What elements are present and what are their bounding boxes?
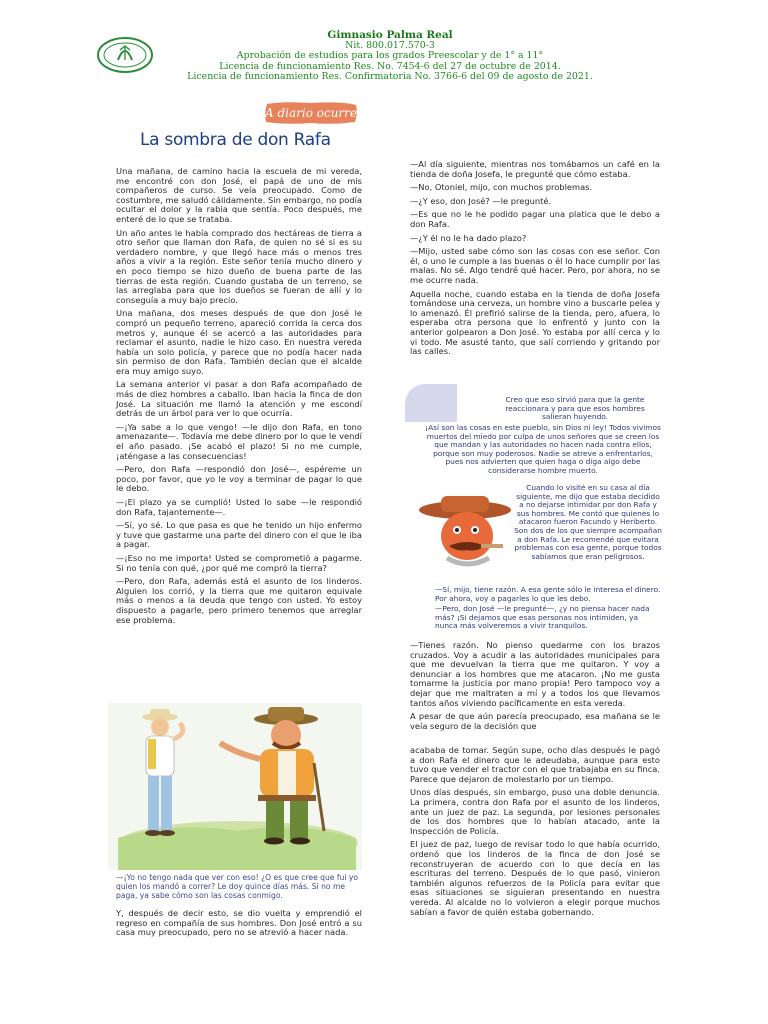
paragraph: Una mañana, de camino hacia la escuela de mi vereda, me encontré con don José, el papá de uno de mis compañeros de curso. Se veía preocupado. Como de costumbre, me saludó cálidamente. Sin embargo, no podía ocultar el dolor y la rabia que sentía. Poco después, me enteré de lo que se trataba. (116, 166, 362, 224)
paragraph: —¿Y él no le ha dado plazo? (410, 232, 527, 243)
paragraph: —Al día siguiente, mientras nos tomábamos un café en la tienda de doña Josefa, le pregunté que cómo estaba. (410, 159, 660, 179)
paragraph: Un año antes le había comprado dos hectáreas de tierra a otro señor que llaman don Rafa, de quien no sé si es su verdadero nombre, y que llegó hace más o menos tres años a vivir a la región. Este señor tenía mucho dinero y en poco tiempo se hizo dueño de buena parte de las tierras de esta región. Cuando gustaba de un terreno, se las arreglaba para que los dueños se fueran de allí y lo conseguía a muy bajo precio. (116, 227, 362, 305)
paragraph: —Es que no le he podido pagar una platica que le debo a don Rafa. (410, 209, 660, 229)
paragraph: —¡Eso no me importa! Usted se comprometió a pagarme. Si no tenía con qué, ¿por qué me compró la tierra? (116, 552, 362, 573)
paragraph: —¡El plazo ya se cumplió! Usted lo sabe —le respondió don Rafa, tajantemente—. (116, 497, 362, 517)
paragraph: —Pero, don Rafa —respondió don José—, espéreme un poco, por favor, que yo le voy a terminar de pagar lo que le debo. (116, 464, 362, 494)
sidebox-text-4: —Sí, mijo, tiene razón. A esa gente sólo le interesa el dinero. Por ahora, voy a pagarles lo que les debo. (435, 585, 661, 603)
section-banner (263, 100, 359, 126)
right-column-middle (410, 641, 660, 735)
don-rafa-face-illustration (417, 492, 527, 570)
left-column (116, 167, 362, 629)
sidebox-text-1: Creo que eso sirvió para que la gente reaccionara y para que esos hombres salieran huyendo. (505, 395, 645, 422)
paragraph: acababa de tomar. Según supe, ocho días después le pagó a don Rafa el dinero que le adeudaba, aunque para esto tuvo que vender el tractor con el que trabajaba en su finca. Parece que dejaron de molestarlo por un tiempo. (410, 745, 660, 784)
paragraph: A pesar de que aún parecía preocupado, esa mañana se le veía seguro de la decisión que (410, 711, 660, 731)
sidebox-decoration (405, 384, 457, 422)
sidebox-text-5: —Pero, don José —le pregunté—, ¿y no piensa hacer nada más? ¡Si dejamos que esas personas nos intimiden, ya nunca más volveremos a vivir tranquilos. (435, 604, 650, 631)
story-title: La sombra de don Rafa (140, 130, 331, 150)
paragraph: —¿Y eso, don José? —le pregunté. (410, 195, 552, 206)
paragraph: —Tienes razón. No pienso quedarme con los brazos cruzados. Voy a acudir a las autoridades municipales para que me devuelvan la tierra que me quitaron. Y voy a denunciar a los hombres que me atacaron. ¡No me gusta tomarme la justicia por mano propia! Pero tampoco voy a dejar que me maltraten a mí y a todos los que llevamos tantos años viviendo pacíficamente en esta vereda. (410, 640, 660, 708)
school-license-1: Licencia de funcionamiento Res. No. 7454-6 del 27 de octubre de 2014. (219, 60, 561, 72)
school-license-2: Licencia de funcionamiento Res. Confirmatoria No. 3766-6 del 09 de agosto de 2021. (187, 71, 593, 83)
paragraph: Una mañana, dos meses después de que don José le compró un pequeño terreno, apareció corrida la cerca dos metros y, aunque él se acercó a las autoridades para reclamar el asunto, nadie le hizo caso. En nuestra vereda había un solo policía, y parece que no podía hacer nada sin permiso de don Rafa. También decían que el alcalde era muy amigo suyo. (116, 308, 362, 376)
paragraph: El juez de paz, luego de revisar todo lo que había ocurrido, ordenó que los linderos de la finca de don José se reconstruyeran de acuerdo con lo que decía en las escrituras del terreno. Después de lo que pasó, vinieron también algunos refuerzos de la Policía para evitar que esas situaciones se siguieran presentando en nuestra vereda. Al alcalde no lo volvieron a elegir porque muchos sabían a favor de quién estaba gobernando. (410, 839, 660, 917)
left-closing-paragraph: Y, después de decir esto, se dio vuelta y emprendió el regreso en compañía de sus hombres. Don José entró a su casa muy preocupado, pero no se atrevió a hacer nada. (116, 908, 362, 938)
banner-label: A diario ocurre (264, 106, 357, 120)
paragraph: —¡Ya sabe a lo que vengo! —le dijo don Rafa, en tono amenazante—. Todavía me debe dinero por lo que le vendí el año pasado. ¡Se acabó el plazo! Si no me cumple, ¡aténgase a las consecuencias! (116, 421, 362, 461)
school-approval: Aprobación de estudios para los grados Preescolar y de 1° a 11° (236, 50, 544, 62)
paragraph: Aquella noche, cuando estaba en la tienda de doña Josefa tomándose una cerveza, un hombre vino a buscarle pelea y lo amenazó. Él prefirió salirse de la tienda, pero, afuera, lo esperaba otra persona que lo enfrentó y junto con la anterior golpearon a Don José. Yo estaba por allí cerca y lo vi todo. Me asusté tanto, que salí corriendo y gritando por las calles. (410, 288, 660, 357)
school-name: Gimnasio Palma Real (327, 29, 453, 41)
paragraph: —Pero, don Rafa, además está el asunto de los linderos. Alguien los corrió, y la tierra que me quitaron equivale más o menos a la deuda que tengo con usted. Yo estoy dispuesto a pagarle, pero primero tenemos que arreglar ese problema. (116, 576, 362, 625)
two-men-illustration (108, 703, 362, 870)
paragraph: Unos días después, sin embargo, puso una doble denuncia. La primera, contra don Rafa por el asunto de los linderos, ante un juez de paz. La segunda, por lesiones personales de los dos hombres que lo habían atacado, ante la Inspección de Policía. (410, 787, 660, 836)
sidebox-text-2: ¡Así son las cosas en este pueblo, sin Dios ni ley! Todos vivimos muertos del miedo por culpa de unos señores que se creen los que mandan y las autoridades no hacen nada contra ellos, porque son muy poderosos. Nadie se atreve a enfrentarlos, pues nos advierten que quien haga o diga algo debe considerarse hombre muerto. (425, 423, 661, 475)
paragraph: La semana anterior vi pasar a don Rafa acompañado de más de diez hombres a caballo. Iban hacia la finca de don José. La situación me llamó la atención y me escondí detrás de un árbol para ver lo que ocurría. (116, 379, 362, 419)
header-text (150, 30, 630, 83)
paragraph: —Mijo, usted sabe cómo son las cosas con ese señor. Con él, o uno le cumple a las buenas o él lo hace cumplir por las malas. No sé. Algo tendré qué hacer. Pero, por ahora, no se me ocurre nada. (410, 246, 660, 285)
school-nit: Nit. 800.017.570-3 (345, 39, 435, 51)
illustration-caption: —¡Yo no tengo nada que ver con eso! ¿O es que cree que fui yo quien los mandó a correr? Le doy quince días más. Si no me paga, ya sabe cómo son las cosas conmigo. (116, 873, 359, 900)
right-column (410, 160, 660, 361)
sidebox-text-3: Cuando lo visité en su casa al día siguiente, me dijo que estaba decidido a no dejarse intimidar por don Rafa y sus hombres. Me contó que quienes lo atacaron fueron Facundo y Heriberto. Son dos de los que siempre acompañan a don Rafa. Le recomendé que evitara problemas con esa gente, porque todos sabíamos que eran peligrosos. (514, 483, 662, 561)
school-header (0, 30, 768, 90)
paragraph: —Sí, yo sé. Lo que pasa es que he tenido un hijo enfermo y tuve que gastarme una parte del dinero con el que le iba a pagar. (116, 520, 362, 550)
right-column-bottom (410, 746, 660, 921)
school-logo-icon (96, 36, 154, 74)
sidebox (405, 384, 663, 639)
paragraph: —No, Otoniel, mijo, con muchos problemas. (410, 182, 593, 193)
